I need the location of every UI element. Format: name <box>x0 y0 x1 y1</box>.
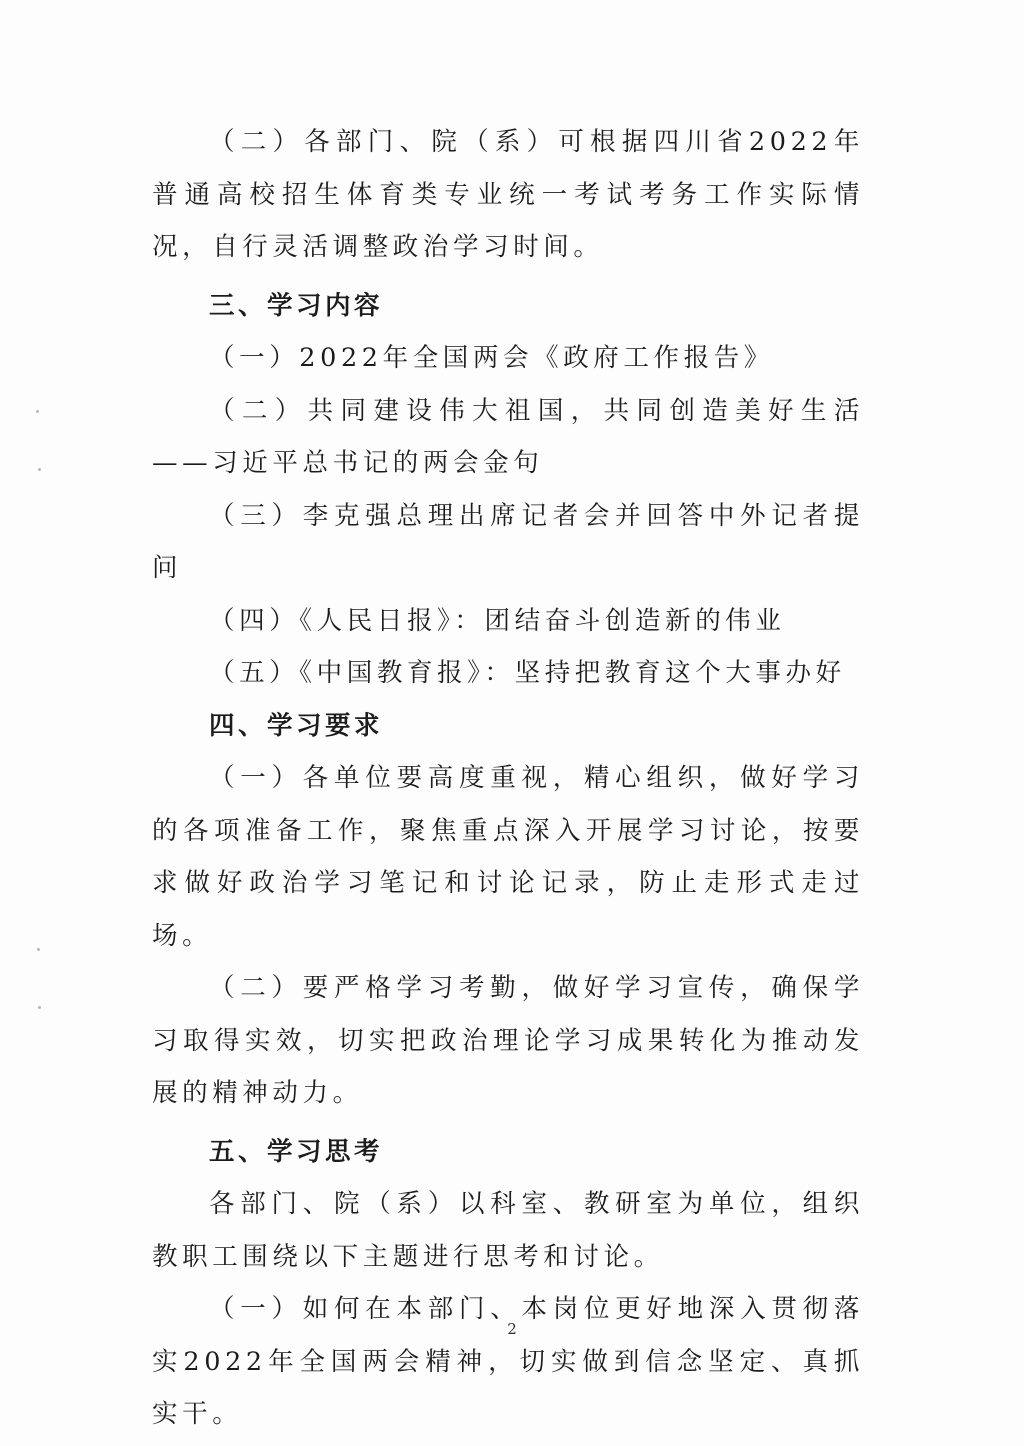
paragraph-schedule-adjustment: （二）各部门、院（系）可根据四川省2022年普通高校招生体育类专业统一考试考务工作实际情况，自行灵活调整政治学习时间。 <box>152 127 864 262</box>
requirement-item-2: （二）要严格学习考勤，做好学习宣传，确保学习取得实效，切实把政治理论学习成果转化为推动发展的精神动力。 <box>152 973 864 1108</box>
reflection-intro: 各部门、院（系）以科室、教研室为单位，组织教职工围绕以下主题进行思考和讨论。 <box>152 1189 864 1272</box>
reflection-item-1: （一）如何在本部门、本岗位更好地深入贯彻落实2022年全国两会精神，切实做到信念坚定、真抓实干。 <box>152 1294 864 1429</box>
content-item-4: （四）《人民日报》：团结奋斗创造新的伟业 <box>209 605 786 636</box>
document-body <box>152 116 864 1441</box>
section-heading-study-content: 三、学习内容 <box>209 290 384 321</box>
section-heading-study-reflection: 五、学习思考 <box>209 1136 384 1167</box>
page-number: 2 <box>507 1320 517 1338</box>
section-heading-study-requirements: 四、学习要求 <box>209 710 384 741</box>
content-item-2: （二）共同建设伟大祖国，共同创造美好生活——习近平总书记的两会金句 <box>152 395 864 478</box>
scan-artifact-dot <box>38 468 41 471</box>
content-item-3: （三）李克强总理出席记者会并回答中外记者提问 <box>152 500 864 583</box>
content-item-1: （一）2022年全国两会《政府工作报告》 <box>209 343 774 373</box>
requirement-item-1: （一）各单位要高度重视，精心组织，做好学习的各项准备工作，聚焦重点深入开展学习讨论，按要求做好政治学习笔记和讨论记录，防止走形式走过场。 <box>152 763 864 951</box>
scan-artifact-dot <box>36 410 39 413</box>
scan-artifact-dot <box>37 948 40 951</box>
content-item-5: （五）《中国教育报》：坚持把教育这个大事办好 <box>209 658 846 688</box>
scan-artifact-dot <box>38 1006 41 1009</box>
